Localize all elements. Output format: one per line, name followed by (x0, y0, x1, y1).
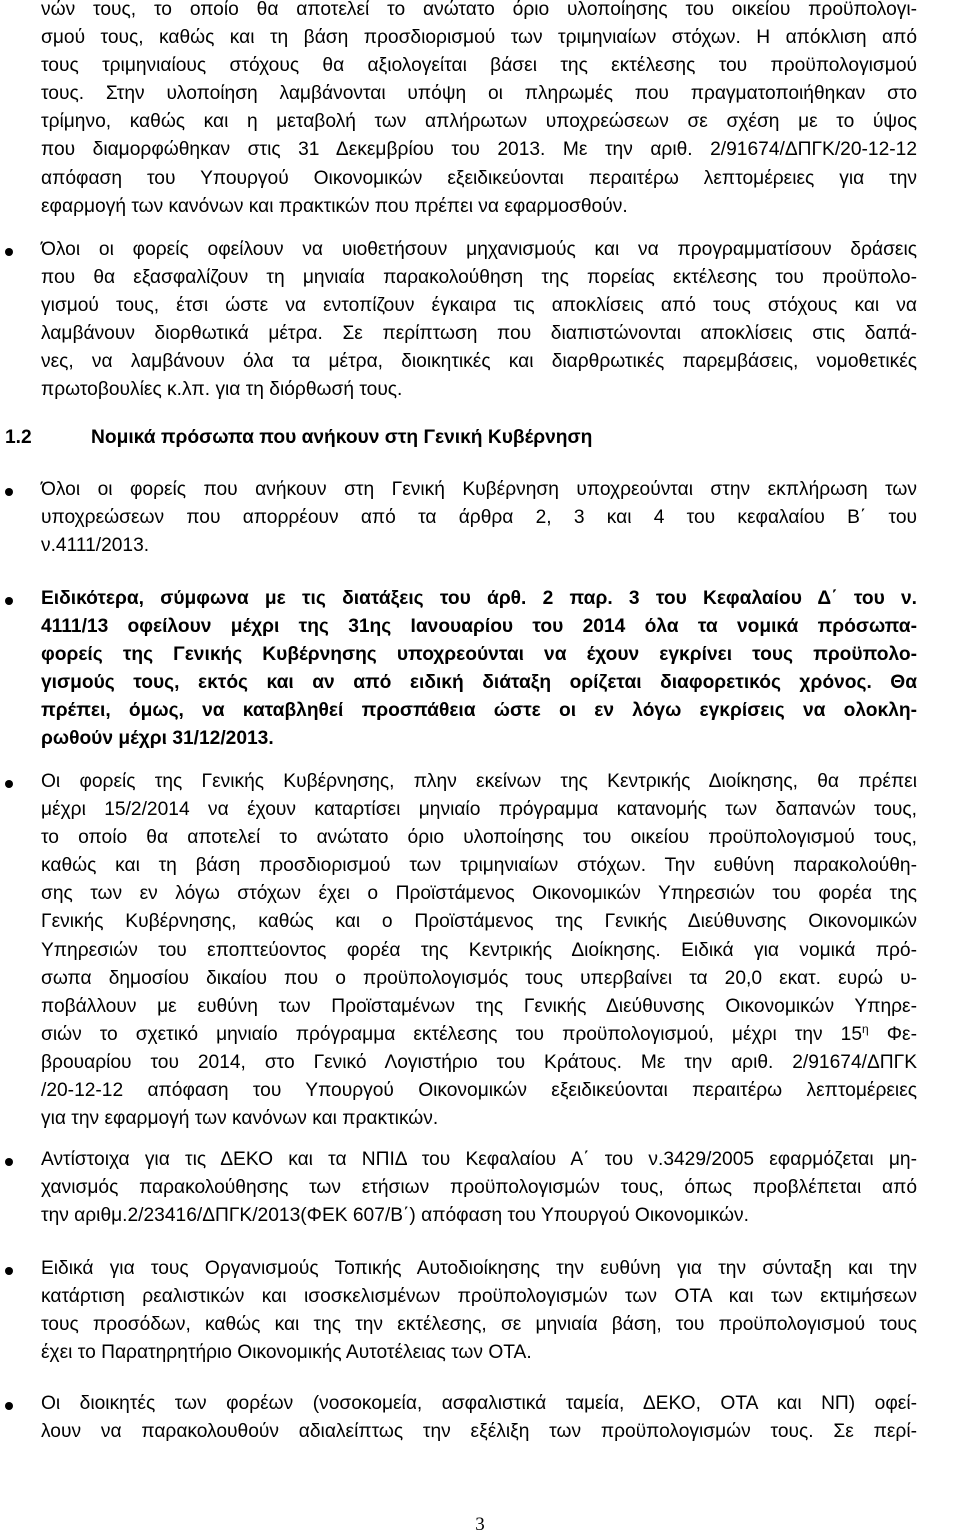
text-line: βρουαρίου του 2014, στο Γενικό Λογιστήριο του Κράτους. Με την αριθ. 2/91674/ΔΠΓΚ (41, 1051, 917, 1073)
text-line: Γενικής Κυβέρνησης, καθώς και ο Προϊστάμενος της Γενικής Διεύθυνσης Οικονομικών (41, 911, 917, 933)
text-line: πρωτοβουλίες κ.λπ. για τη διόρθωσή τους. (41, 379, 403, 401)
text-line: λουν να παρακολουθούν αδιαλείπτως την εξέλιξη των προϋπολογισμών τους. Σε περί- (41, 1421, 917, 1443)
bullet-paragraph-administrators (41, 1390, 917, 1446)
text-line: νες, να λαμβάνουν όλα τα μέτρα, διοικητικές και διαρθρωτικές παρεμβάσεις, νομοθετικές (41, 351, 917, 373)
text-line: Οι φορείς της Γενικής Κυβέρνησης, πλην εκείνων της Κεντρικής Διοίκησης, θα πρέπει (41, 771, 917, 792)
superscript: η (862, 1021, 869, 1036)
bullet-paragraph-obligations (41, 476, 917, 560)
bullet-icon (5, 248, 13, 256)
text-line: σης των εν λόγω στόχων έχει ο Προϊστάμενος Οικονομικών Υπηρεσιών του φορέα της (41, 883, 917, 905)
bullet-icon (5, 1158, 13, 1166)
text-line: για την εφαρμογή των κανόνων και πρακτικών. (41, 1108, 439, 1130)
text-line: λαμβάνουν διορθωτικά μέτρα. Σε περίπτωση που διαπιστώνονται αποκλίσεις στις δαπά- (41, 323, 917, 345)
text-line: τρίμηνο, καθώς και η μεταβολή των απλήρωτων υποχρεώσεων σε σχέση με το ύψος (41, 111, 917, 133)
text-line: /20-12-12 απόφαση του Υπουργού Οικονομικών εξειδικεύονται περαιτέρω λεπτομέρειες (41, 1080, 917, 1102)
bullet-icon (5, 488, 13, 496)
text-line: Αντίστοιχα για τις ΔΕΚΟ και τα ΝΠΙΔ του Κεφαλαίου Α΄ του ν.3429/2005 εφαρμόζεται μη- (41, 1149, 917, 1170)
intro-paragraph (41, 0, 917, 221)
text-line: που διαμορφώθηκαν στις 31 Δεκεμβρίου του 2013. Με την αριθ. 2/91674/ΔΠΓΚ/20-12-12 (41, 139, 917, 161)
text-line: το οποίο θα αποτελεί το ανώτατο όριο υλοποίησης του οικείου προϋπολογισμού τους, (41, 827, 917, 849)
text-line: Ειδικά για τους Οργανισμούς Τοπικής Αυτοδιοίκησης την ευθύνη για την σύνταξη και την (41, 1258, 917, 1279)
text-line: εφαρμογή των κανόνων και πρακτικών που πρέπει να εφαρμοσθούν. (41, 195, 628, 217)
bullet-icon (5, 1267, 13, 1275)
section-heading (5, 424, 592, 452)
text-line: υποχρεώσεων που απορρέουν από τα άρθρα 2, 3 και 4 του κεφαλαίου Β΄ του (41, 507, 917, 529)
text-line: απόφαση του Υπουργού Οικονομικών εξειδικεύονται περαιτέρω λεπτομέρειες για την (41, 167, 917, 189)
bullet-icon (5, 597, 13, 605)
text-line: ν.4111/2013. (41, 535, 150, 557)
bullet-paragraph-ota (41, 1255, 917, 1367)
bullet-icon (5, 1402, 13, 1410)
text-line: νών τους, το οποίο θα αποτελεί το ανώτατο όριο υλοποίησης του οικείου προϋπολογι- (41, 0, 917, 20)
text-line (41, 1021, 917, 1049)
text-line: φορείς της Γενικής Κυβέρνησης υποχρεούνται να έχουν εγκρίνει τους προϋπολο- (41, 644, 917, 666)
bullet-paragraph-monitoring (41, 236, 917, 405)
bullet-paragraph-budget-approval (41, 585, 917, 754)
text-line: την αριθμ.2/23416/ΔΠΓΚ/2013(ΦΕΚ 607/Β΄) απόφαση του Υπουργού Οικονομικών. (41, 1205, 749, 1227)
text-line: 4111/13 οφείλουν μέχρι της 31ης Ιανουαρίου του 2014 όλα τα νομικά πρόσωπα- (41, 616, 917, 638)
text-line: τους τριμηνιαίους στόχους θα αξιολογείται βάσει της εκτέλεσης του προϋπολογισμού (41, 55, 917, 77)
text-segment: Φε- (868, 1023, 917, 1045)
text-line: τους προσόδων, καθώς και της την εκτέλεσης, σε μηνιαία βάση, του προϋπολογισμού τους (41, 1314, 917, 1336)
text-line: Οι διοικητές των φορέων (νοσοκομεία, ασφαλιστικά ταμεία, ΔΕΚΟ, ΟΤΑ και ΝΠ) οφεί- (41, 1393, 917, 1414)
text-line: μέχρι 15/2/2014 να έχουν καταρτίσει μηνιαίο πρόγραμμα κατανομής των δαπανών τους, (41, 799, 917, 821)
bullet-paragraph-deko (41, 1146, 917, 1230)
text-line: γισμού τους, έτσι ώστε να εντοπίζουν έγκαιρα τις αποκλίσεις από τους στόχους και να (41, 295, 917, 317)
page-number: 3 (475, 1514, 485, 1535)
text-line: έχει το Παρατηρητήριο Οικονομικής Αυτοτέλειας των ΟΤΑ. (41, 1342, 532, 1364)
text-segment: σιών το σχετικό μηνιαίο πρόγραμμα εκτέλεσης του προϋπολογισμού, μέχρι την 15 (41, 1023, 863, 1045)
text-line: Ειδικότερα, σύμφωνα με τις διατάξεις του άρθ. 2 παρ. 3 του Κεφαλαίου Δ΄ του ν. (41, 588, 917, 609)
bullet-paragraph-monthly-program (41, 768, 917, 1133)
text-line: Υπηρεσιών του εποπτεύοντος φορέα της Κεντρικής Διοίκησης. Ειδικά για νομικά πρό- (41, 939, 917, 961)
text-line: σμού τους, καθώς και τη βάση προσδιορισμού των τριμηνιαίων στόχων. Η απόκλιση από (41, 27, 917, 49)
text-line: καθώς και τη βάση προσδιορισμού των τριμηνιαίων στόχων. Την ευθύνη παρακολούθη- (41, 855, 917, 877)
section-number: 1.2 (5, 427, 32, 448)
text-line: ρωθούν μέχρι 31/12/2013. (41, 728, 274, 750)
section-title: Νομικά πρόσωπα που ανήκουν στη Γενική Κυβέρνηση (91, 427, 593, 448)
text-line: ποβάλλουν με ευθύνη των Προϊσταμένων της Γενικής Διεύθυνσης Οικονομικών Υπηρε- (41, 995, 917, 1017)
bullet-icon (5, 780, 13, 788)
text-line: πρέπει, όμως, να καταβληθεί προσπάθεια ώστε οι εν λόγω εγκρίσεις να ολοκλη- (41, 700, 917, 722)
text-line: σωπα δημοσίου δικαίου που ο προϋπολογισμός τους υπερβαίνει τα 20,0 εκατ. ευρώ υ- (41, 967, 917, 989)
text-line: τους. Στην υλοποίηση λαμβάνονται υπόψη οι πληρωμές που πραγματοποιήθηκαν στο (41, 83, 917, 105)
text-line: Όλοι οι φορείς που ανήκουν στη Γενική Κυβέρνηση υποχρεούνται στην εκπλήρωση των (41, 479, 917, 500)
text-line: Όλοι οι φορείς οφείλουν να υιοθετήσουν μηχανισμούς και να προγραμματίσουν δράσεις (41, 239, 917, 260)
text-line: γισμούς τους, εκτός και αν από ειδική διάταξη ορίζεται διαφορετικός χρόνος. Θα (41, 672, 917, 694)
text-line: που θα εξασφαλίζουν τη μηνιαία παρακολούθηση της πορείας εκτέλεσης του προϋπολο- (41, 267, 917, 289)
text-line: χανισμός παρακολούθησης των ετήσιων προϋπολογισμών τους, όπως προβλέπεται από (41, 1177, 917, 1199)
text-line: κατάρτιση ρεαλιστικών και ισοσκελισμένων προϋπολογισμών των ΟΤΑ και των εκτιμήσεων (41, 1286, 917, 1308)
